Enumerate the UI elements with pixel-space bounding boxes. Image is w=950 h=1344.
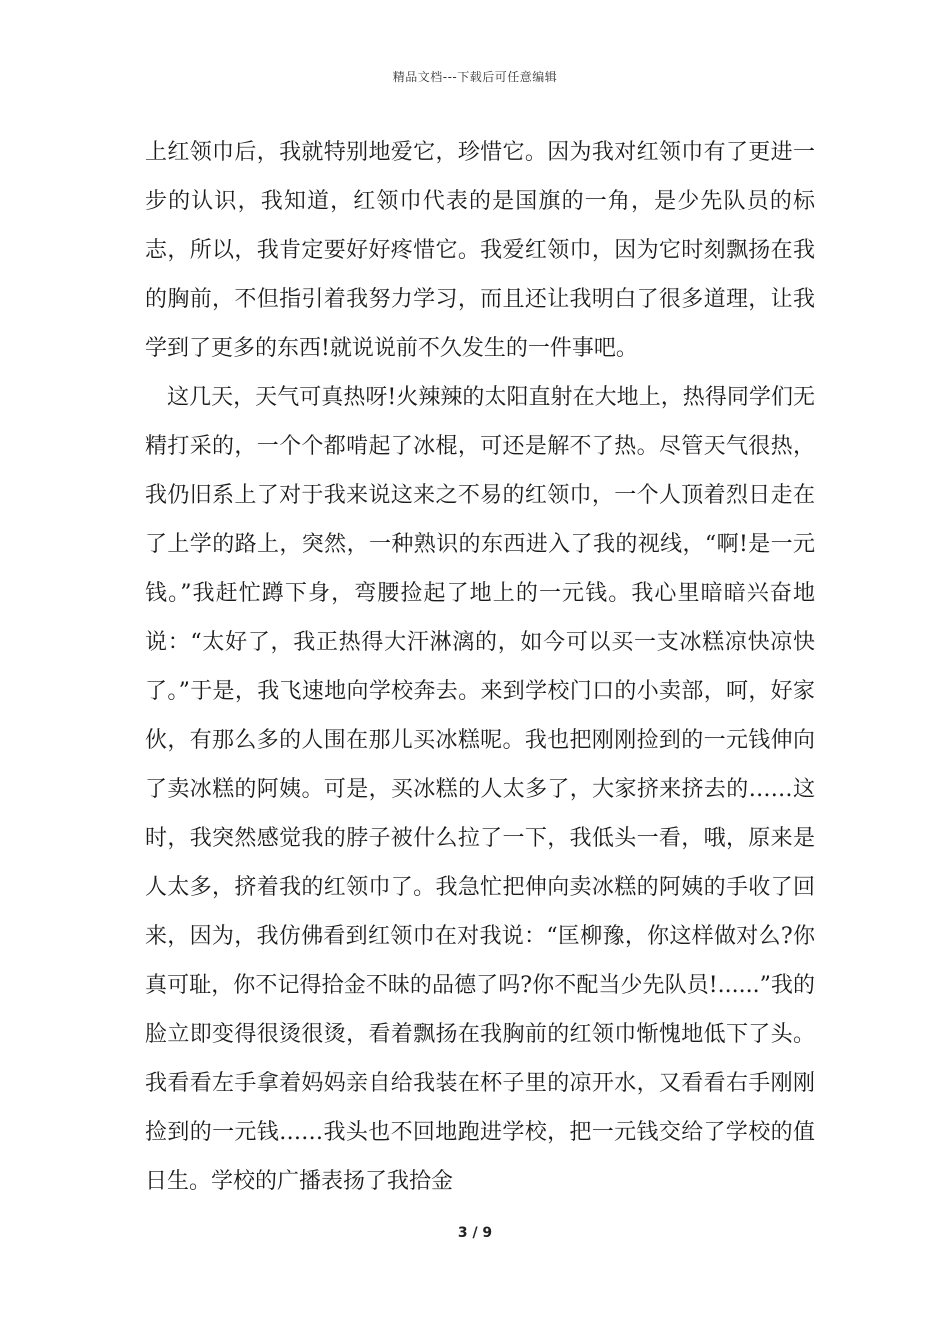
document-body [145, 128, 815, 1206]
paragraph-2: 这几天，天气可真热呀!火辣辣的太阳直射在大地上，热得同学们无精打采的，一个个都啃起了冰棍，可还是解不了热。尽管天气很热，我仍旧系上了对于我来说这来之不易的红领巾，一个人顶着烈日走在了上学的路上，突然，一种熟识的东西进入了我的视线，“啊!是一元钱。”我赶忙蹲下身，弯腰捡起了地上的一元钱。我心里暗暗兴奋地说：“太好了，我正热得大汗淋漓的，如今可以买一支冰糕凉快凉快了。”于是，我飞速地向学校奔去。来到学校门口的小卖部，呵，好家伙，有那么多的人围在那儿买冰糕呢。我也把刚刚捡到的一元钱伸向了卖冰糕的阿姨。可是，买冰糕的人太多了，大家挤来挤去的……这时，我突然感觉我的脖子被什么拉了一下，我低头一看，哦，原来是人太多，挤着我的红领巾了。我急忙把伸向卖冰糕的阿姨的手收了回来，因为，我仿佛看到红领巾在对我说：“匡柳豫，你这样做对么?你真可耻，你不记得拾金不昧的品德了吗?你不配当少先队员!......”我的脸立即变得很烫很烫，看着飘扬在我胸前的红领巾惭愧地低下了头。我看看左手拿着妈妈亲自给我装在杯子里的凉开水，又看看右手刚刚捡到的一元钱……我头也不回地跑进学校，把一元钱交给了学校的值日生。学校的广播表扬了我拾金 [145, 385, 815, 1194]
paragraph-1: 上红领巾后，我就特别地爱它，珍惜它。因为我对红领巾有了更进一步的认识，我知道，红领巾代表的是国旗的一角，是少先队员的标志，所以，我肯定要好好疼惜它。我爱红领巾，因为它时刻飘扬在我的胸前，不但指引着我努力学习，而且还让我明白了很多道理，让我学到了更多的东西!就说说前不久发生的一件事吧。 [145, 140, 815, 361]
page-number: 3 / 9 [457, 1225, 493, 1241]
page-header: 精品文档---下载后可任意编辑 [392, 70, 558, 84]
